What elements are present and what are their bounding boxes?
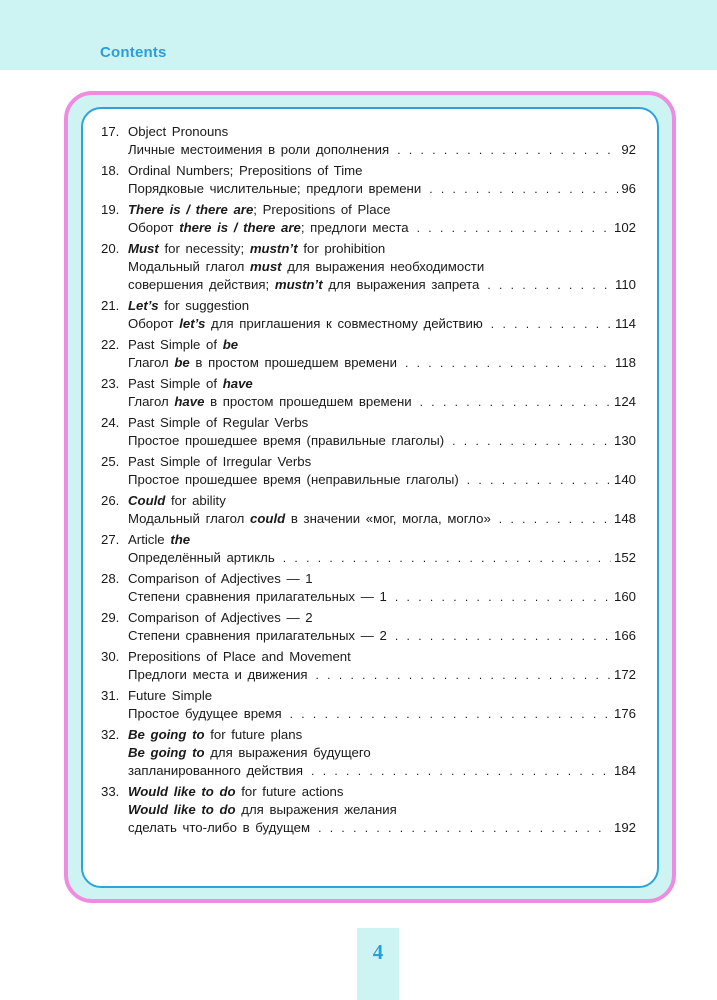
entry-subtitle — [101, 705, 636, 723]
emphasized-term: be — [174, 355, 190, 370]
entry-heading — [101, 375, 636, 393]
entry-title — [128, 648, 351, 666]
subtitle-text — [128, 219, 409, 237]
toc-entry[interactable] — [101, 783, 636, 837]
text-fragment: Future Simple — [128, 688, 213, 703]
subtitle-text — [128, 258, 484, 276]
subtitle-text — [128, 549, 275, 567]
entry-subtitle — [101, 819, 636, 837]
text-fragment: для выражения запрета — [322, 277, 480, 292]
entry-subtitle — [101, 432, 636, 450]
dot-leader — [499, 510, 611, 528]
entry-heading — [101, 492, 636, 510]
subtitle-text — [128, 180, 421, 198]
text-fragment: Модальный глагол — [128, 259, 251, 274]
entry-heading — [101, 726, 636, 744]
entry-number: 25. — [101, 454, 120, 469]
text-fragment: Модальный глагол — [128, 511, 251, 526]
entry-page-number: 130 — [613, 433, 636, 448]
entry-title — [128, 336, 238, 354]
text-fragment: Простое прошедшее время (неправильные глаголы) — [128, 472, 459, 487]
entry-heading — [101, 414, 636, 432]
emphasized-term: there is / there are — [179, 220, 301, 235]
subtitle-text — [128, 819, 310, 837]
entry-heading — [101, 336, 636, 354]
entry-page-number: 192 — [613, 820, 636, 835]
subtitle-text — [128, 801, 397, 819]
text-fragment: в значении «мог, могла, могло» — [285, 511, 491, 526]
emphasized-term: Would like to do — [128, 802, 236, 817]
entry-heading — [101, 201, 636, 219]
table-of-contents — [101, 123, 636, 840]
subtitle-text — [128, 354, 397, 372]
text-fragment: for necessity; — [158, 241, 250, 256]
emphasized-term: mustn’t — [274, 277, 323, 292]
entry-number: 31. — [101, 688, 120, 703]
entry-number: 33. — [101, 784, 120, 799]
entry-page-number: 152 — [613, 550, 636, 565]
text-fragment: Object Pronouns — [128, 124, 229, 139]
entry-number: 27. — [101, 532, 120, 547]
emphasized-term: let’s — [179, 316, 206, 331]
text-fragment: Оборот — [128, 316, 180, 331]
text-fragment: в простом прошедшем времени — [204, 394, 412, 409]
entry-number: 17. — [101, 124, 120, 139]
entry-title — [128, 123, 228, 141]
entry-subtitle — [101, 276, 636, 294]
text-fragment: for ability — [165, 493, 226, 508]
emphasized-term: must — [250, 259, 282, 274]
entry-number: 24. — [101, 415, 120, 430]
subtitle-text — [128, 762, 303, 780]
text-fragment: для приглашения к совместному действию — [205, 316, 483, 331]
subtitle-text — [128, 471, 459, 489]
text-fragment: Глагол — [128, 394, 175, 409]
entry-page-number: 118 — [614, 355, 636, 370]
entry-page-number: 166 — [613, 628, 636, 643]
entry-heading — [101, 687, 636, 705]
emphasized-term: Would like to do — [128, 784, 236, 799]
subtitle-text — [128, 141, 389, 159]
dot-leader — [395, 627, 611, 645]
dot-leader — [420, 393, 611, 411]
emphasized-term: could — [250, 511, 286, 526]
toc-entry[interactable] — [101, 687, 636, 723]
text-fragment: Comparison of Adjectives — 1 — [128, 571, 313, 586]
text-fragment: Предлоги места и движения — [128, 667, 308, 682]
entry-subtitle — [101, 549, 636, 567]
text-fragment: совершения действия; — [128, 277, 275, 292]
text-fragment: Определённый артикль — [128, 550, 275, 565]
entry-subtitle — [101, 588, 636, 606]
entry-number: 18. — [101, 163, 120, 178]
emphasized-term: Could — [128, 493, 166, 508]
entry-title — [128, 414, 308, 432]
entry-page-number: 124 — [613, 394, 636, 409]
entry-heading — [101, 783, 636, 801]
subtitle-text — [128, 744, 371, 762]
entry-heading — [101, 162, 636, 180]
toc-entry[interactable] — [101, 609, 636, 645]
subtitle-text — [128, 276, 479, 294]
text-fragment: for future actions — [235, 784, 344, 799]
entry-subtitle — [101, 471, 636, 489]
entry-title — [128, 492, 226, 510]
page-number: 4 — [372, 940, 384, 964]
entry-title — [128, 201, 391, 219]
entry-number: 30. — [101, 649, 120, 664]
entry-subtitle — [101, 219, 636, 237]
entry-page-number: 140 — [613, 472, 636, 487]
text-fragment: Article — [128, 532, 171, 547]
entry-subtitle — [101, 258, 636, 276]
toc-entry[interactable] — [101, 648, 636, 684]
text-fragment: for suggestion — [158, 298, 250, 313]
subtitle-text — [128, 432, 444, 450]
subtitle-text — [128, 315, 483, 333]
entry-title — [128, 375, 253, 393]
entry-title — [128, 609, 313, 627]
toc-entry[interactable] — [101, 201, 636, 237]
text-fragment: for future plans — [204, 727, 303, 742]
subtitle-text — [128, 510, 491, 528]
entry-number: 26. — [101, 493, 120, 508]
emphasized-term: mustn’t — [249, 241, 298, 256]
entry-page-number: 148 — [613, 511, 636, 526]
text-fragment: Past Simple of — [128, 337, 223, 352]
text-fragment: для выражения желания — [235, 802, 397, 817]
entry-subtitle — [101, 141, 636, 159]
entry-heading — [101, 453, 636, 471]
entry-subtitle — [101, 762, 636, 780]
text-fragment: for prohibition — [297, 241, 386, 256]
subtitle-text — [128, 705, 282, 723]
dot-leader — [397, 141, 618, 159]
dot-leader — [491, 315, 612, 333]
entry-page-number: 176 — [613, 706, 636, 721]
entry-heading — [101, 240, 636, 258]
entry-title — [128, 453, 311, 471]
dot-leader — [467, 471, 611, 489]
entry-heading — [101, 297, 636, 315]
entry-subtitle — [101, 801, 636, 819]
entry-number: 20. — [101, 241, 120, 256]
subtitle-text — [128, 393, 412, 411]
emphasized-term: Must — [128, 241, 159, 256]
dot-leader — [283, 549, 611, 567]
dot-leader — [452, 432, 611, 450]
toc-entry[interactable] — [101, 414, 636, 450]
toc-entry[interactable] — [101, 162, 636, 198]
text-fragment: для выражения будущего — [204, 745, 371, 760]
toc-entry[interactable] — [101, 531, 636, 567]
toc-entry[interactable] — [101, 336, 636, 372]
dot-leader — [417, 219, 611, 237]
dot-leader — [405, 354, 612, 372]
entry-number: 32. — [101, 727, 120, 742]
page-title: Contents — [100, 44, 167, 61]
text-fragment: Past Simple of Regular Verbs — [128, 415, 309, 430]
subtitle-text — [128, 588, 387, 606]
entry-heading — [101, 609, 636, 627]
text-fragment: Личные местоимения в роли дополнения — [128, 142, 390, 157]
entry-title — [128, 240, 385, 258]
entry-title — [128, 531, 190, 549]
entry-title — [128, 297, 249, 315]
entry-subtitle — [101, 315, 636, 333]
entry-heading — [101, 123, 636, 141]
text-fragment: Оборот — [128, 220, 180, 235]
entry-subtitle — [101, 744, 636, 762]
dot-leader — [311, 762, 611, 780]
text-fragment: Past Simple of Irregular Verbs — [128, 454, 312, 469]
entry-title — [128, 783, 343, 801]
text-fragment: Порядковые числительные; предлоги времени — [128, 181, 422, 196]
toc-entry[interactable] — [101, 570, 636, 606]
entry-title — [128, 570, 313, 588]
entry-number: 21. — [101, 298, 120, 313]
emphasized-term: Be going to — [128, 745, 205, 760]
text-fragment: Глагол — [128, 355, 175, 370]
toc-entry[interactable] — [101, 726, 636, 780]
entry-subtitle — [101, 627, 636, 645]
entry-subtitle — [101, 666, 636, 684]
entry-heading — [101, 648, 636, 666]
text-fragment: Простое прошедшее время (правильные глаголы) — [128, 433, 445, 448]
toc-entry[interactable] — [101, 297, 636, 333]
text-fragment: Простое будущее время — [128, 706, 282, 721]
text-fragment: в простом прошедшем времени — [189, 355, 397, 370]
entry-page-number: 102 — [613, 220, 636, 235]
entry-page-number: 184 — [613, 763, 636, 778]
dot-leader — [318, 819, 611, 837]
text-fragment: запланированного действия — [128, 763, 304, 778]
dot-leader — [429, 180, 618, 198]
dot-leader — [290, 705, 611, 723]
toc-entry[interactable] — [101, 453, 636, 489]
text-fragment: Степени сравнения прилагательных — 2 — [128, 628, 387, 643]
dot-leader — [487, 276, 612, 294]
entry-page-number: 110 — [614, 277, 636, 292]
entry-title — [128, 687, 212, 705]
entry-number: 29. — [101, 610, 120, 625]
toc-entry[interactable] — [101, 492, 636, 528]
toc-entry[interactable] — [101, 123, 636, 159]
emphasized-term: Let’s — [128, 298, 159, 313]
entry-subtitle — [101, 393, 636, 411]
toc-entry[interactable] — [101, 375, 636, 411]
entry-title — [128, 162, 362, 180]
emphasized-term: have — [174, 394, 205, 409]
subtitle-text — [128, 666, 308, 684]
entry-number: 19. — [101, 202, 120, 217]
entry-page-number: 92 — [621, 142, 636, 157]
emphasized-term: There is / there are — [128, 202, 254, 217]
text-fragment: для выражения необходимости — [281, 259, 485, 274]
entry-number: 28. — [101, 571, 120, 586]
entry-page-number: 160 — [613, 589, 636, 604]
entry-subtitle — [101, 354, 636, 372]
dot-leader — [395, 588, 611, 606]
entry-subtitle — [101, 510, 636, 528]
text-fragment: ; Prepositions of Place — [253, 202, 391, 217]
emphasized-term: the — [170, 532, 191, 547]
entry-page-number: 114 — [614, 316, 636, 331]
text-fragment: Степени сравнения прилагательных — 1 — [128, 589, 387, 604]
subtitle-text — [128, 627, 387, 645]
entry-title — [128, 726, 302, 744]
entry-page-number: 96 — [621, 181, 636, 196]
dot-leader — [316, 666, 611, 684]
entry-heading — [101, 570, 636, 588]
entry-number: 23. — [101, 376, 120, 391]
text-fragment: сделать что-либо в будущем — [128, 820, 311, 835]
text-fragment: Past Simple of — [128, 376, 223, 391]
emphasized-term: Be going to — [128, 727, 205, 742]
entry-number: 22. — [101, 337, 120, 352]
entry-heading — [101, 531, 636, 549]
toc-entry[interactable] — [101, 240, 636, 294]
text-fragment: Ordinal Numbers; Prepositions of Time — [128, 163, 363, 178]
entry-subtitle — [101, 180, 636, 198]
entry-page-number: 172 — [613, 667, 636, 682]
text-fragment: ; предлоги места — [300, 220, 409, 235]
emphasized-term: be — [222, 337, 239, 352]
emphasized-term: have — [222, 376, 253, 391]
text-fragment: Prepositions of Place and Movement — [128, 649, 351, 664]
text-fragment: Comparison of Adjectives — 2 — [128, 610, 313, 625]
